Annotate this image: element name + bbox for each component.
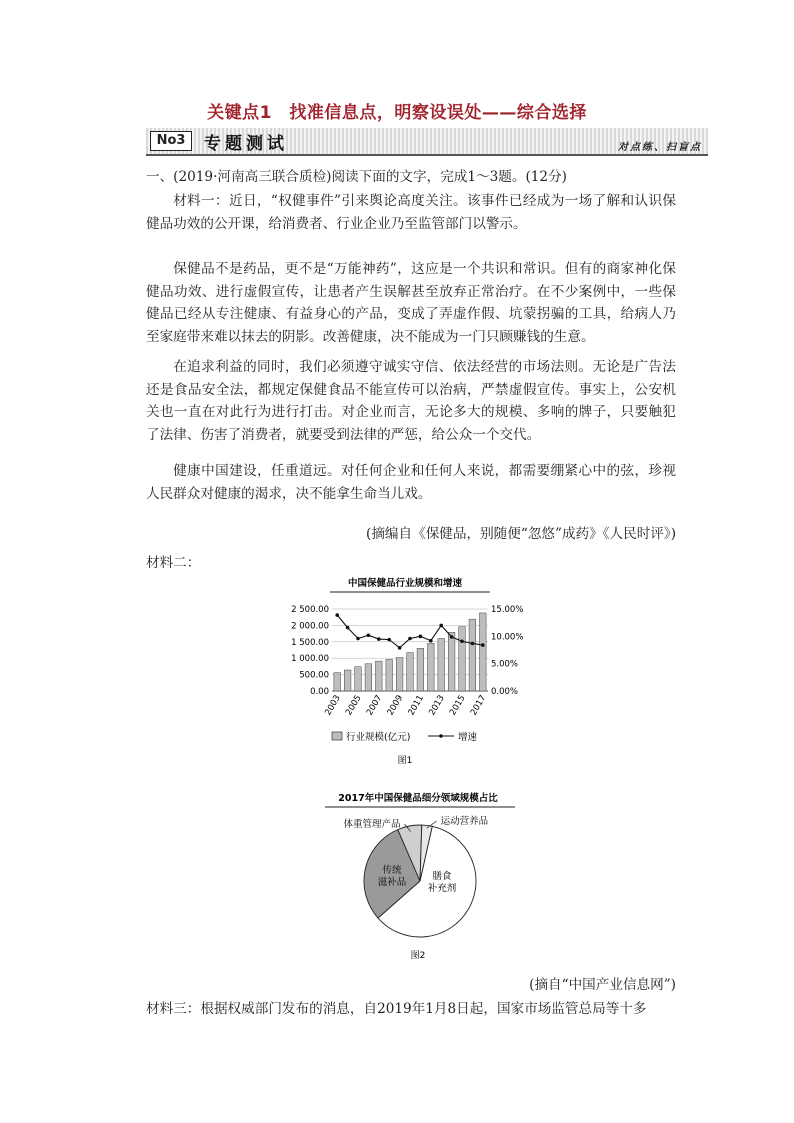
growth-point [439, 624, 443, 628]
section-subtitle: 对点练、扫盲点 [618, 142, 702, 153]
growth-point [398, 646, 402, 650]
chart2-caption: 图2 [410, 951, 426, 961]
x-tick-label: 2003 [323, 693, 343, 718]
legend-line-marker [439, 734, 443, 738]
paragraph-2: 保健品不是药品，更不是“万能神药”，这应是一个共识和常识。但有的商家神化保健品功效、进行虚假宣传，让患者产生误解甚至放弃正常治疗。在不少案例中，一些保健品已经从专注健康、有益身心的产品，变成了弄虚作假、坑蒙拐骗的工具，给病人乃至家庭带来难以抹去的阴影。改善健康，决不能成为一门只顾赚钱的生意。 [146, 261, 676, 345]
y-right-tick-label: 0.00% [491, 687, 519, 697]
paragraph-4: 健康中国建设，任重道远。对任何企业和任何人来说，都需要绷紧心中的弦，珍视人民群众对健康的渴求，决不能拿生命当儿戏。 [146, 463, 676, 502]
material-3-text: 材料三：根据权威部门发布的消息，自2019年1月8日起，国家市场监管总局等十多 [146, 1001, 647, 1017]
pie-chart [310, 790, 530, 965]
bar [355, 667, 362, 691]
bar [375, 661, 382, 691]
y-left-tick-label: 0.00 [310, 687, 329, 697]
bar [334, 673, 341, 691]
growth-point [367, 633, 371, 637]
bar [479, 613, 486, 691]
chart1-title: 中国保健品行业规模和增速 [347, 578, 463, 589]
bar [469, 619, 476, 691]
growth-point [346, 626, 350, 630]
growth-point [460, 639, 464, 643]
pie-label: 体重管理产品 [343, 819, 401, 830]
bar [365, 664, 372, 691]
growth-point [377, 637, 381, 641]
paragraph-3: 在追求利益的同时，我们必须遵守诚实守信、依法经营的市场法则。无论是广告法还是食品安全法，都规定保健食品不能宣传可以治病，严禁虚假宣传。事实上，公安机关也一直在对此行为进行打击。对企业而言，无论多大的规模、多响的牌子，只要触犯了法律、伤害了消费者，就要受到法律的严惩，给公众一个交代。 [146, 359, 676, 443]
pie-label: 传统滋补品 [377, 865, 407, 888]
page-title: 关键点1 找准信息点，明察设误处——综合选择 [207, 103, 587, 123]
source-citation-2: (摘自“中国产业信息网”) [529, 977, 676, 993]
growth-point [429, 639, 433, 643]
section-title: 专题测试 [204, 134, 288, 154]
x-tick-label: 2007 [364, 693, 385, 718]
chart1-caption: 图1 [397, 756, 413, 766]
y-left-tick-label: 500.00 [299, 670, 329, 681]
bar [407, 653, 414, 691]
question-intro: 一、(2019·河南高三联合质检)阅读下面的文字，完成1～3题。(12分) [146, 169, 567, 185]
y-left-tick-label: 1 000.00 [291, 654, 329, 665]
legend-line-label: 增速 [458, 732, 478, 743]
bar [427, 643, 434, 691]
y-right-tick-label: 15.00% [491, 605, 524, 615]
growth-point [481, 643, 485, 647]
bar-line-chart [280, 575, 540, 770]
x-tick-label: 2011 [406, 693, 426, 718]
bar [459, 627, 466, 691]
bar [396, 658, 403, 691]
y-left-tick-label: 2 500.00 [291, 605, 329, 615]
chart1-legend [332, 731, 478, 743]
x-tick-label: 2015 [448, 693, 468, 718]
growth-point [471, 642, 475, 646]
x-tick-label: 2009 [385, 693, 406, 718]
bar [417, 648, 424, 691]
growth-point [450, 635, 454, 639]
bar [438, 639, 445, 691]
bar [344, 670, 351, 691]
section-bar [146, 128, 708, 156]
y-left-tick-label: 2 000.00 [291, 621, 329, 632]
y-right-tick-label: 5.00% [491, 659, 519, 670]
growth-point [335, 613, 339, 617]
x-tick-label: 2013 [427, 693, 447, 718]
bar [386, 660, 393, 691]
legend-bar-label: 行业规模(亿元) [346, 732, 411, 743]
chart2-title: 2017年中国保健品细分领域规模占比 [338, 793, 498, 804]
y-right-tick-label: 10.00% [491, 632, 524, 643]
paragraph-1: 材料一：近日，“权健事件”引来舆论高度关注。该事件已经成为一场了解和认识保健品功效的公开课，给消费者、行业企业乃至监管部门以警示。 [146, 193, 676, 232]
pie-label: 膳食补充剂 [427, 871, 457, 894]
material-2-label: 材料二： [146, 555, 201, 571]
pie-label: 运动营养品 [440, 816, 489, 827]
x-tick-label: 2005 [344, 693, 364, 718]
growth-point [387, 638, 391, 642]
source-citation-1: (摘编自《保健品，别随便“忽悠”成药》《人民时评》) [366, 526, 676, 542]
bar [448, 632, 455, 691]
legend-bar-swatch [332, 732, 342, 740]
growth-point [419, 635, 423, 639]
growth-point [408, 637, 412, 641]
y-left-tick-label: 1 500.00 [291, 637, 329, 648]
growth-point [356, 637, 360, 641]
x-tick-label: 2017 [468, 693, 489, 718]
section-number: No3 [150, 131, 192, 151]
